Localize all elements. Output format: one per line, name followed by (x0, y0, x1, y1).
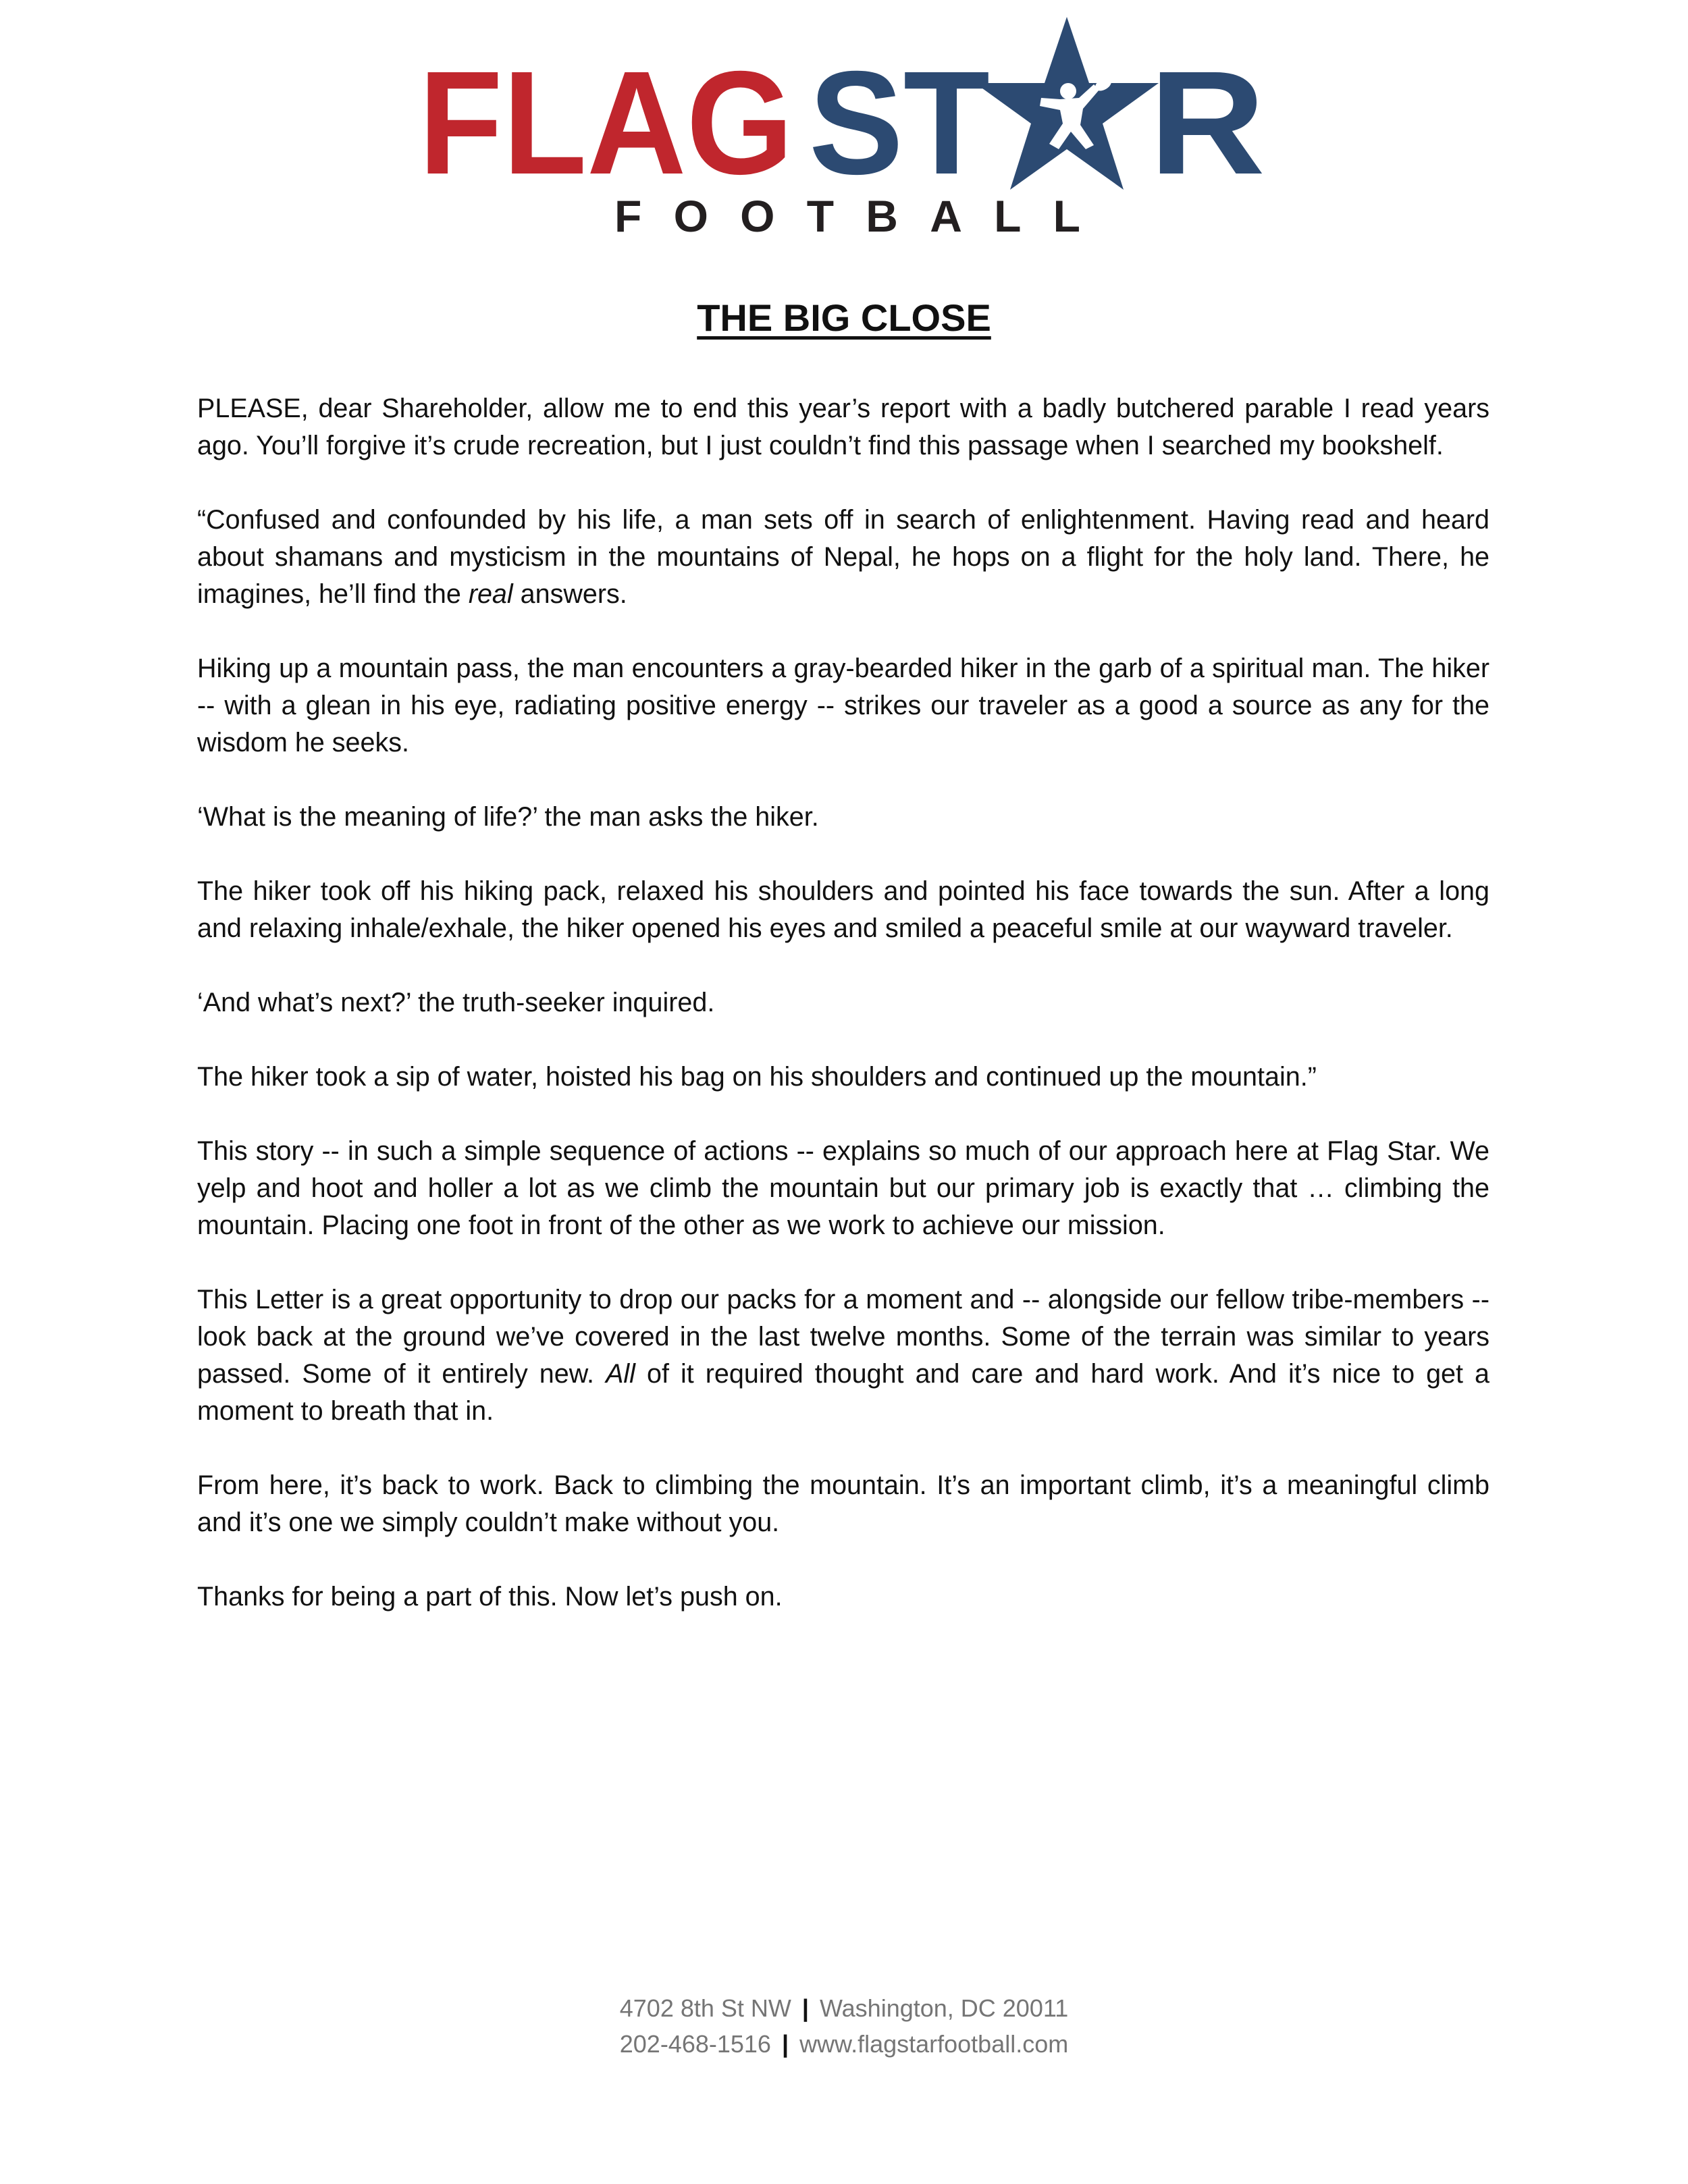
paragraph-text: This story -- in such a simple sequence of actions -- explains so much of our approach here at Flag Star. We yelp and hoot and holler a lot as we climb the mountain but our primary job is exactly that … climbing the mountain. Placing one foot in front of the other as we work to achieve our mission. (197, 1136, 1489, 1240)
footer-website-link[interactable]: www.flagstarfootball.com (799, 2030, 1069, 2058)
logo-word-r: R (1149, 41, 1265, 205)
logo-word-st: ST (809, 41, 990, 205)
body-paragraph (197, 1059, 1489, 1096)
star-with-player-icon (975, 17, 1159, 190)
paragraph-text: of it required thought and care and hard work. And it’s nice to get a moment to breath that in. (197, 1359, 1489, 1426)
footer-phone: 202-468-1516 (619, 2030, 771, 2058)
body-paragraph (197, 1578, 1489, 1616)
paragraph-text: The hiker took a sip of water, hoisted his bag on his shoulders and continued up the mountain.” (197, 1062, 1317, 1092)
footer-line-contact (0, 2026, 1688, 2062)
body-paragraph (197, 799, 1489, 836)
footer-address: 4702 8th St NW (619, 1994, 791, 2022)
paragraph-text: answers. (512, 579, 627, 609)
logo-word-flag: FLAG (419, 41, 793, 205)
paragraph-text: From here, it’s back to work. Back to climbing the mountain. It’s an important climb, it’s a meaningful climb and it’s one we simply couldn’t make without you. (197, 1470, 1489, 1537)
footer-line-address (0, 1990, 1688, 2026)
footer-contact (0, 1990, 1688, 2062)
paragraph-text: PLEASE, dear Shareholder, allow me to end this year’s report with a badly butchered parable I read years ago. You’ll forgive it’s crude recreation, but I just couldn’t find this passage when I searched my bookshelf. (197, 394, 1489, 460)
footer-separator: | (781, 2030, 789, 2058)
logo-word-football: FOOTBALL (614, 191, 1080, 240)
body-paragraph (197, 390, 1489, 464)
letter-body (197, 390, 1489, 1653)
paragraph-text: Hiking up a mountain pass, the man encounters a gray-bearded hiker in the garb of a spiritual man. The hiker -- with a glean in his eye, radiating positive energy -- strikes our traveler as a good a source as any for the wisdom he seeks. (197, 654, 1489, 757)
emphasis-text: All (606, 1359, 635, 1389)
paragraph-text: ‘What is the meaning of life?’ the man asks the hiker. (197, 802, 819, 832)
paragraph-text: ‘And what’s next?’ the truth-seeker inquired. (197, 988, 715, 1017)
company-logo (419, 17, 1269, 240)
paragraph-text: “Confused and confounded by his life, a man sets off in search of enlightenment. Having read and heard about shamans and mysticism in the mountains of Nepal, he hops on a flight for the holy land. There, he imagines, he’ll find the (197, 505, 1489, 609)
footer-separator: | (801, 1994, 809, 2022)
paragraph-text: The hiker took off his hiking pack, relaxed his shoulders and pointed his face towards the sun. After a long and relaxing inhale/exhale, the hiker opened his eyes and smiled a peaceful smile at our wayward traveler. (197, 876, 1489, 943)
body-paragraph (197, 873, 1489, 947)
body-paragraph (197, 1281, 1489, 1430)
document-title: THE BIG CLOSE (697, 296, 991, 339)
footer-city: Washington, DC 20011 (820, 1994, 1069, 2022)
body-paragraph (197, 650, 1489, 762)
body-paragraph (197, 1467, 1489, 1541)
body-paragraph (197, 984, 1489, 1021)
emphasis-text: real (468, 579, 513, 609)
paragraph-text: Thanks for being a part of this. Now let’s push on. (197, 1582, 783, 1612)
paragraph-text: This Letter is a great opportunity to drop our packs for a moment and -- alongside our fellow tribe-members -- look back at the ground we’ve covered in the last twelve months. Some of the terrain was similar to years passed. Some of it entirely new. (197, 1285, 1489, 1389)
body-paragraph (197, 502, 1489, 613)
body-paragraph (197, 1133, 1489, 1244)
